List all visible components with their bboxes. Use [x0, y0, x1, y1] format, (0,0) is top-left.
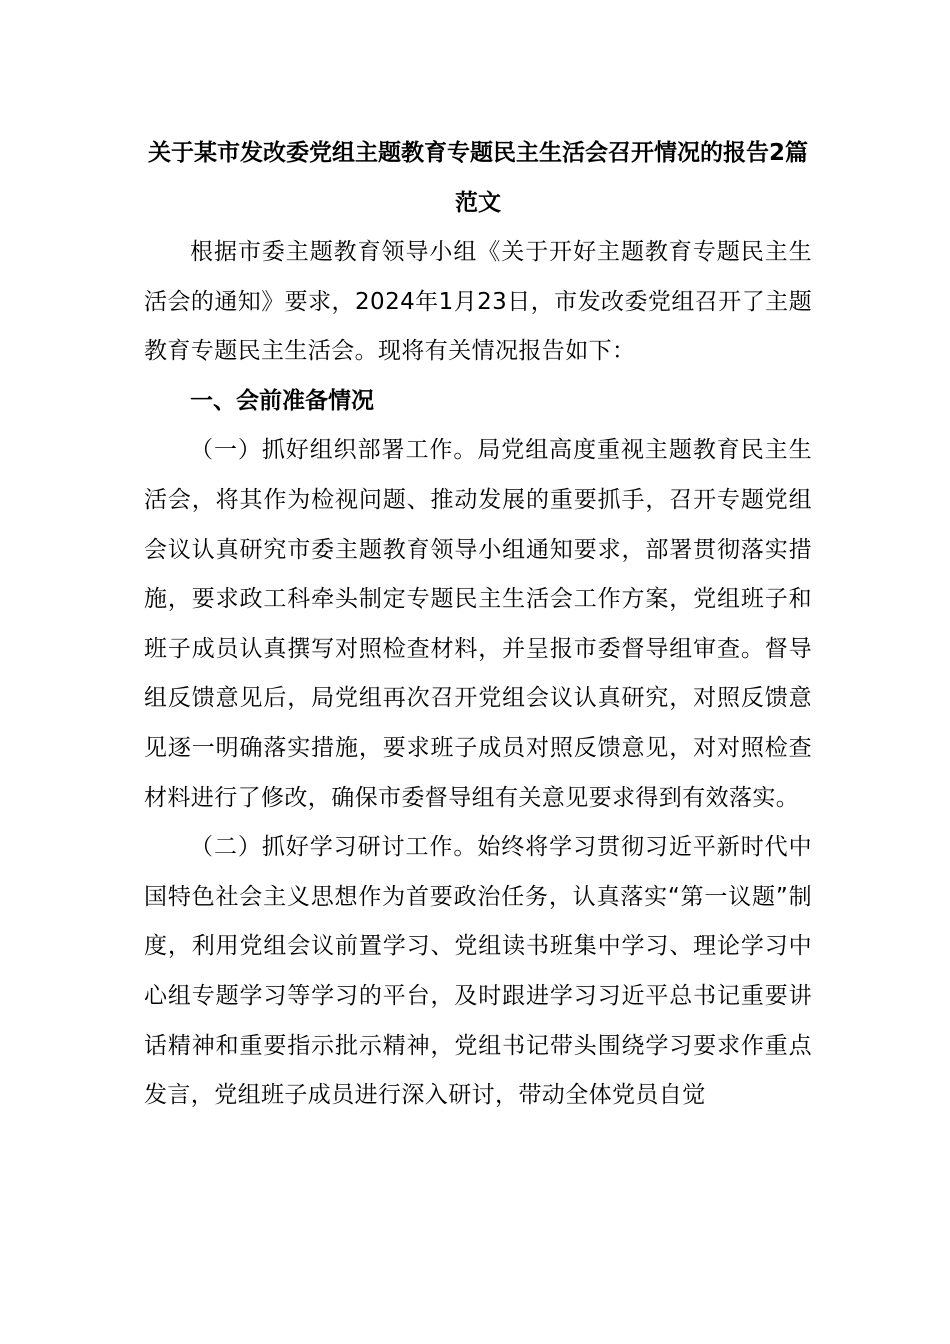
- subsection-lead: （二）抓好学习研讨工作。: [190, 834, 478, 861]
- paragraph-organization: [144, 426, 812, 823]
- section-heading: 一、会前准备情况: [190, 387, 374, 414]
- intro-paragraph: 根据市委主题教育领导小组《关于开好主题教育专题民主生活会的通知》要求，2024年1月23日，市发改委党组召开了主题教育专题民主生活会。现将有关情况报告如下：: [144, 239, 812, 365]
- paragraph-text: 局党组高度重视主题教育民主生活会，将其作为检视问题、推动发展的重要抓手，召开专题党组会议认真研究市委主题教育领导小组通知要求，部署贯彻落实措施，要求政工科牵头制定专题民主生活会工作方案，党组班子和班子成员认真撰写对照检查材料，并呈报市委督导组审查。督导组反馈意见后，局党组再次召开党组会议认真研究，对照反馈意见逐一明确落实措施，要求班子成员对照反馈意见，对对照检查材料进行了修改，确保市委督导组有关意见要求得到有效落实。: [144, 437, 812, 811]
- subsection-lead: （一）抓好组织部署工作。: [190, 437, 478, 464]
- document-title: 关于某市发改委党组主题教育专题民主生活会召开情况的报告2篇范文: [147, 140, 808, 216]
- paragraph-text: 始终将学习贯彻习近平新时代中国特色社会主义思想作为首要政治任务，认真落实“第一议题”制度，利用党组会议前置学习、党组读书班集中学习、理论学习中心组专题学习等学习的平台，及时跟进学习习近平总书记重要讲话精神和重要指示批示精神，党组书记带头围绕学习要求作重点发言，党组班子成员进行深入研讨，带动全体党员自觉: [144, 834, 812, 1109]
- paragraph-study: [144, 823, 812, 1121]
- document-body: [144, 128, 812, 1121]
